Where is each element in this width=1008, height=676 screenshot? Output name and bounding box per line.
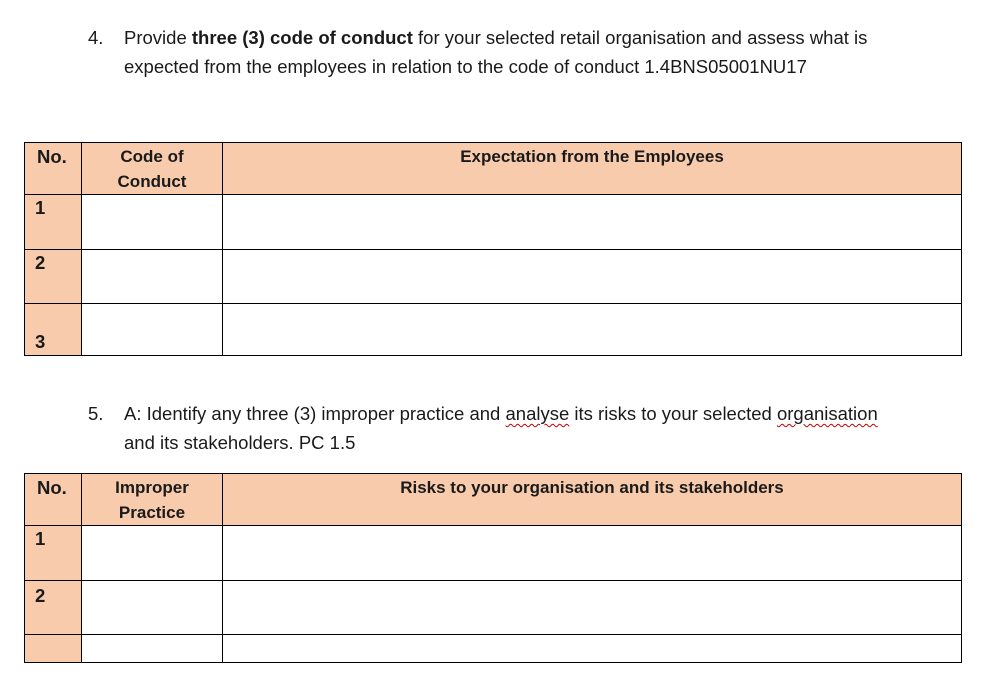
table-row bbox=[25, 526, 962, 581]
row-number: 2 bbox=[25, 581, 82, 635]
column-header-expectation: Expectation from the Employees bbox=[223, 143, 962, 195]
code-of-conduct-cell[interactable] bbox=[82, 195, 223, 250]
question-4 bbox=[88, 23, 988, 81]
question-number: 4. bbox=[88, 27, 104, 48]
risks-cell[interactable] bbox=[223, 526, 962, 581]
row-number: 3 bbox=[25, 304, 82, 356]
column-header-risks: Risks to your organisation and its stakeholders bbox=[223, 474, 962, 526]
code-of-conduct-cell[interactable] bbox=[82, 250, 223, 304]
question-number: 5. bbox=[88, 403, 104, 424]
code-of-conduct-table bbox=[24, 142, 962, 356]
row-number bbox=[25, 635, 82, 663]
table-header-row bbox=[25, 474, 962, 526]
risks-cell[interactable] bbox=[223, 581, 962, 635]
column-header-no: No. bbox=[25, 143, 82, 195]
row-number: 2 bbox=[25, 250, 82, 304]
question-5 bbox=[88, 399, 988, 457]
improper-practice-table bbox=[24, 473, 962, 663]
column-header-code-of-conduct: Code of Conduct bbox=[82, 143, 223, 195]
question-text: A: Identify any three (3) improper practice and analyse its risks to your selected organisation and its stakeholders. PC 1.5 bbox=[124, 403, 878, 453]
code-of-conduct-cell[interactable] bbox=[82, 304, 223, 356]
expectation-cell[interactable] bbox=[223, 304, 962, 356]
table-header-row bbox=[25, 143, 962, 195]
row-number: 1 bbox=[25, 195, 82, 250]
column-header-improper-practice: Improper Practice bbox=[82, 474, 223, 526]
table-row bbox=[25, 581, 962, 635]
table-row bbox=[25, 195, 962, 250]
spellcheck-word: organisation bbox=[776, 403, 878, 424]
improper-practice-cell[interactable] bbox=[82, 581, 223, 635]
expectation-cell[interactable] bbox=[223, 195, 962, 250]
expectation-cell[interactable] bbox=[223, 250, 962, 304]
risks-cell[interactable] bbox=[223, 635, 962, 663]
table-row bbox=[25, 635, 962, 663]
improper-practice-cell[interactable] bbox=[82, 526, 223, 581]
column-header-no: No. bbox=[25, 474, 82, 526]
spellcheck-word: analyse bbox=[505, 403, 570, 424]
question-text: Provide three (3) code of conduct for your selected retail organisation and assess what is expected from the employees in relation to the code of conduct 1.4BNS05001NU17 bbox=[124, 27, 868, 77]
table-row bbox=[25, 250, 962, 304]
table-row bbox=[25, 304, 962, 356]
improper-practice-cell[interactable] bbox=[82, 635, 223, 663]
question-emphasis: three (3) code of conduct bbox=[191, 27, 413, 48]
row-number: 1 bbox=[25, 526, 82, 581]
